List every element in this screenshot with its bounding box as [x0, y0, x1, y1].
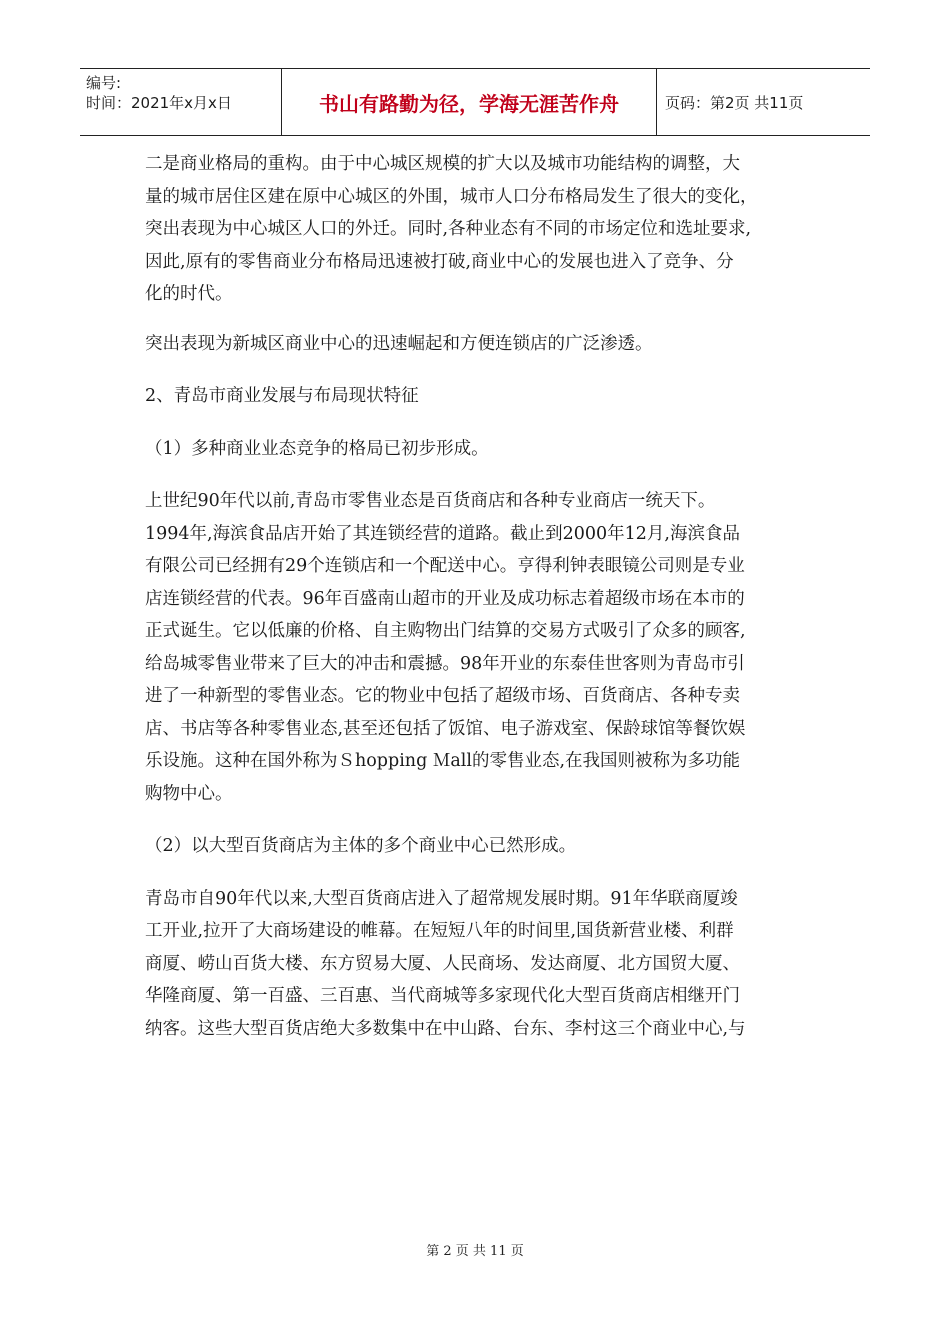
heading-line: （1）多种商业业态竞争的格局已初步形成。	[145, 438, 489, 459]
paragraph-commercial-restructuring	[145, 148, 810, 311]
text-line: 进了一种新型的零售业态。它的物业中包括了超级市场、百货商店、各种专卖	[145, 686, 740, 706]
text-line: 工开业,拉开了大商场建设的帷幕。在短短八年的时间里,国货新营业楼、利群	[145, 921, 734, 941]
document-number-label: 编号:	[86, 74, 122, 92]
text-line: 商厦、崂山百货大楼、东方贸易大厦、人民商场、发达商厦、北方国贸大厦、	[145, 953, 740, 974]
text-line: 上世纪90年代以前,青岛市零售业态是百货商店和各种专业商店一统天下。	[145, 491, 716, 511]
page-header	[80, 68, 870, 136]
document-time-label: 时间：2021年x月x日	[86, 94, 232, 112]
text-line: 突出表现为中心城区人口的外迁。同时,各种业态有不同的市场定位和选址要求,	[145, 219, 752, 239]
text-line: 店、书店等各种零售业态,甚至还包括了饭馆、电子游戏室、保龄球馆等餐饮娱	[145, 718, 746, 739]
text-line: 青岛市自90年代以来,大型百货商店进入了超常规发展时期。91年华联商厦竣	[145, 888, 738, 909]
subsection-heading-2	[145, 830, 810, 863]
text-line: 突出表现为新城区商业中心的迅速崛起和方便连锁店的广泛渗透。	[145, 333, 653, 354]
heading-line: 2、青岛市商业发展与布局现状特征	[145, 386, 419, 406]
text-line: 1994年,海滨食品店开始了其连锁经营的道路。截止到2000年12月,海滨食品	[145, 523, 740, 544]
page-footer: 第 2 页 共 11 页	[426, 1244, 524, 1259]
paragraph-department-stores	[145, 883, 810, 1046]
text-line: 华隆商厦、第一百盛、三百惠、当代商城等多家现代化大型百货商店相继开门	[145, 986, 740, 1006]
subsection-heading-1	[145, 433, 810, 466]
text-line: 化的时代。	[145, 284, 233, 304]
text-line: 因此,原有的零售商业分布格局迅速被打破,商业中心的发展也进入了竞争、分	[145, 251, 734, 272]
text-line: 纳客。这些大型百货店绝大多数集中在中山路、台东、李村这三个商业中心,与	[145, 1018, 746, 1039]
section-heading	[145, 380, 810, 413]
text-line: 乐设施。这种在国外称为Ｓhopping Ｍall的零售业态,在我国则被称为多功能	[145, 751, 741, 771]
heading-line: （2）以大型百货商店为主体的多个商业中心已然形成。	[145, 836, 577, 856]
header-motto: 书山有路勤为径，学海无涯苦作舟	[281, 69, 657, 135]
text-line: 有限公司已经拥有29个连锁店和一个配送中心。亨得利钟表眼镜公司则是专业	[145, 556, 745, 576]
text-line: 量的城市居住区建在原中心城区的外围，城市人口分布格局发生了很大的变化，	[145, 186, 758, 207]
paragraph-retail-formats	[145, 485, 810, 810]
text-line: 正式诞生。它以低廉的价格、自主购物出门结算的交易方式吸引了众多的顾客,	[145, 621, 746, 641]
text-line: 给岛城零售业带来了巨大的冲击和震撼。98年开业的东泰佳世客则为青岛市引	[145, 653, 745, 674]
document-body	[145, 148, 810, 1045]
text-line: 店连锁经营的代表。96年百盛南山超市的开业及成功标志着超级市场在本市的	[145, 588, 745, 609]
text-line: 购物中心。	[145, 783, 233, 804]
paragraph-new-district	[145, 328, 810, 361]
header-page-info: 页码：第2页 共11页	[665, 93, 804, 112]
header-meta	[80, 69, 281, 135]
text-line: 二是商业格局的重构。由于中心城区规模的扩大以及城市功能结构的调整，大	[145, 154, 740, 174]
